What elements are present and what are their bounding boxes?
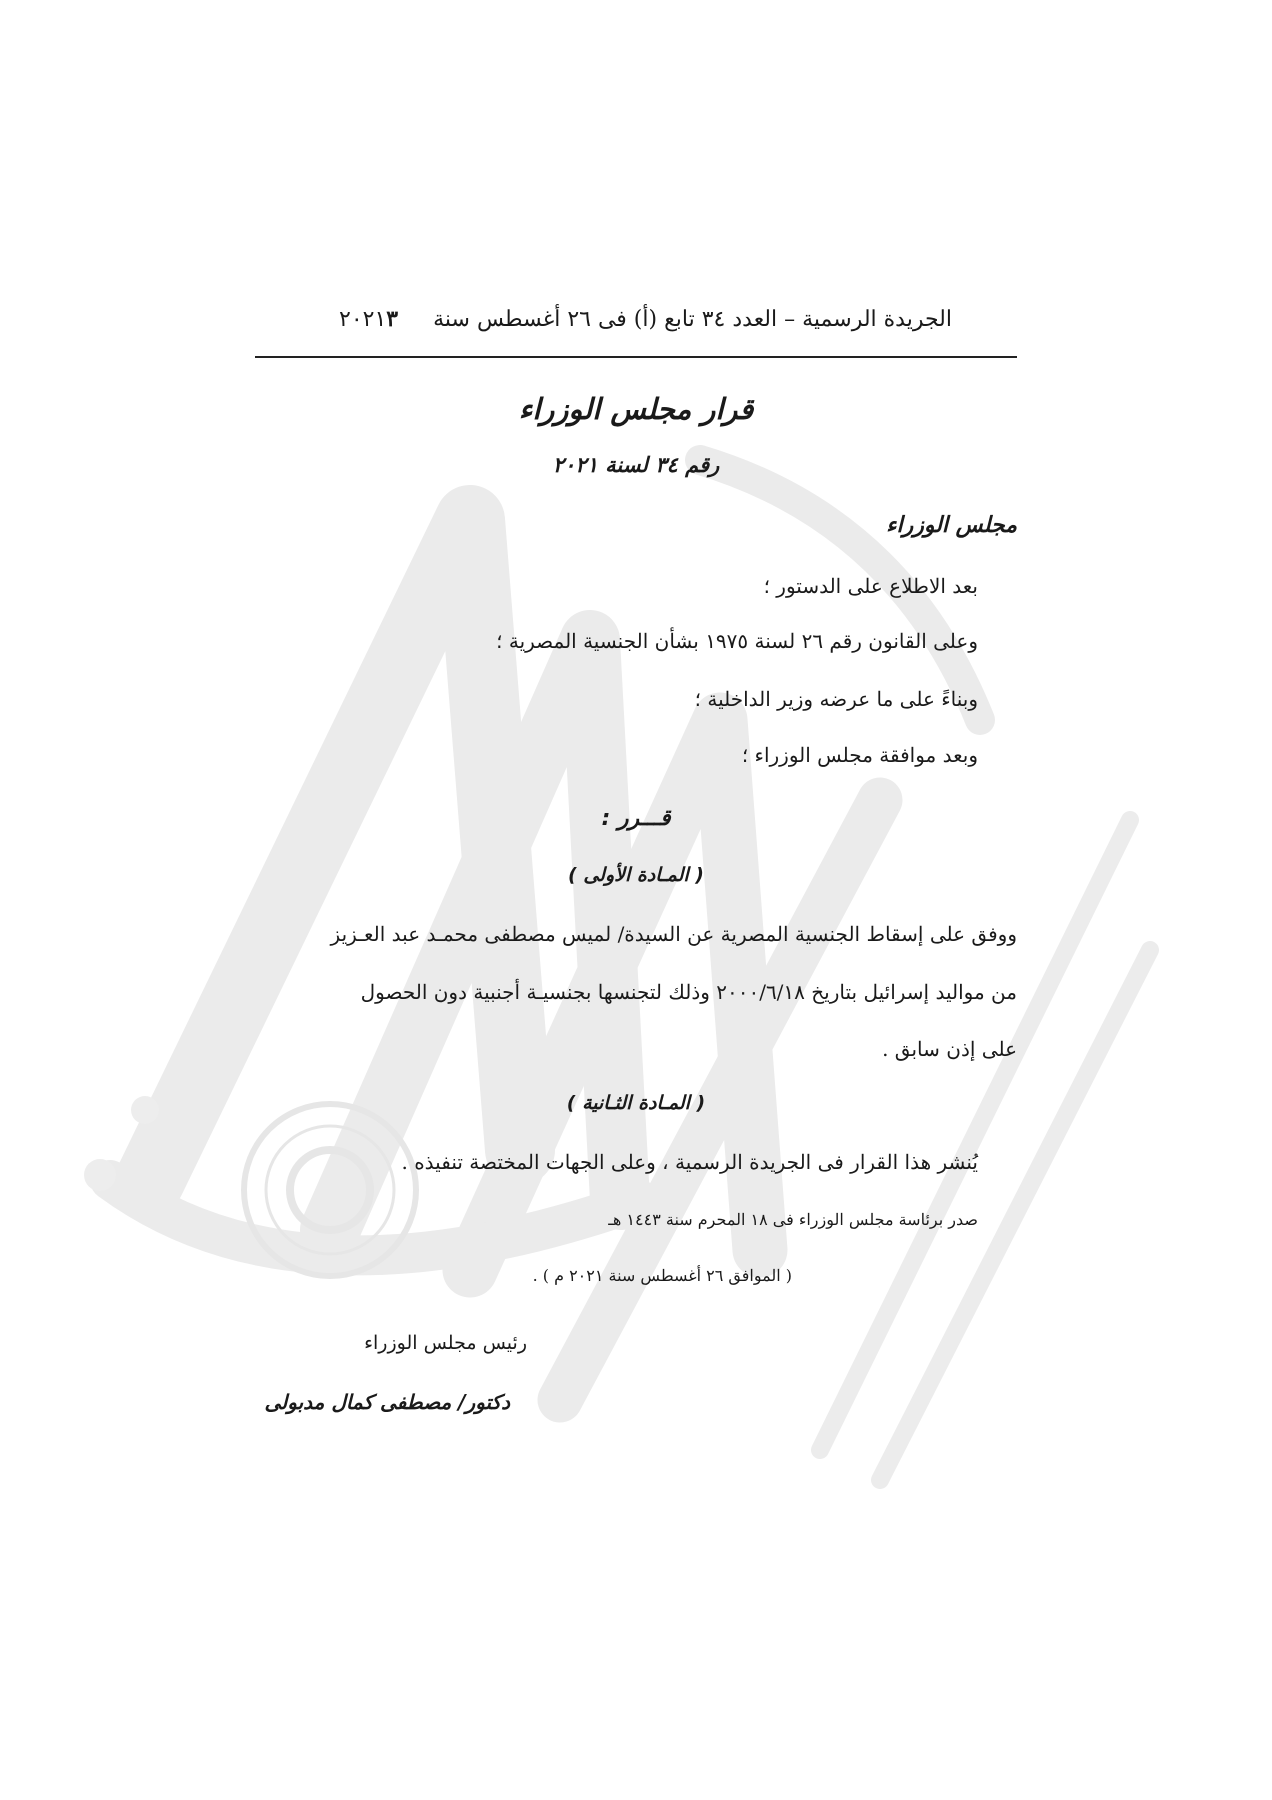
article-1-line: على إذن سابق .: [882, 1037, 1017, 1061]
page-number: ٣: [386, 306, 399, 332]
decree-number: رقم ٣٤ لسنة ٢٠٢١: [552, 453, 720, 477]
preamble-line: وبناءً على ما عرضه وزير الداخلية ؛: [694, 687, 978, 711]
running-header: [339, 306, 952, 332]
article-2-heading: ( المـادة الثـانية ): [566, 1092, 706, 1114]
article-1-line: ووفق على إسقاط الجنسية المصرية عن السيدة/ لميس مصطفى محمـد عبد العـزيز: [330, 922, 1017, 946]
article-1-heading: ( المـادة الأولى ): [568, 864, 704, 886]
preamble-line: وبعد موافقة مجلس الوزراء ؛: [741, 743, 978, 767]
article-1-line: من مواليد إسرائيل بتاريخ ٢٠٠٠/٦/١٨ وذلك لتجنسها بجنسيـة أجنبية دون الحصول: [360, 980, 1017, 1004]
preamble-line: بعد الاطلاع على الدستور ؛: [763, 574, 978, 598]
decided-heading: قـــرر :: [601, 806, 671, 831]
running-title: الجريدة الرسمية – العدد ٣٤ تابع (أ) فى ٢٦ أغسطس سنة ٢٠٢١: [339, 307, 952, 332]
article-2-text: يُنشر هذا القرار فى الجريدة الرسمية ، وعلى الجهات المختصة تنفيذه .: [401, 1150, 978, 1174]
signatory-name: دكتور/ مصطفى كمال مدبولى: [264, 1390, 510, 1414]
issued-date-line: ( الموافق ٢٦ أغسطس سنة ٢٠٢١ م ) .: [532, 1266, 792, 1285]
header-rule: [255, 356, 1017, 358]
signatory-title: رئيس مجلس الوزراء: [364, 1332, 527, 1354]
decree-title: قرار مجلس الوزراء: [518, 392, 754, 426]
issuer-heading: مجلس الوزراء: [886, 513, 1017, 538]
issued-line: صدر برئاسة مجلس الوزراء فى ١٨ المحرم سنة ١٤٤٣ هـ: [608, 1210, 978, 1229]
preamble-line: وعلى القانون رقم ٢٦ لسنة ١٩٧٥ بشأن الجنسية المصرية ؛: [496, 629, 978, 653]
